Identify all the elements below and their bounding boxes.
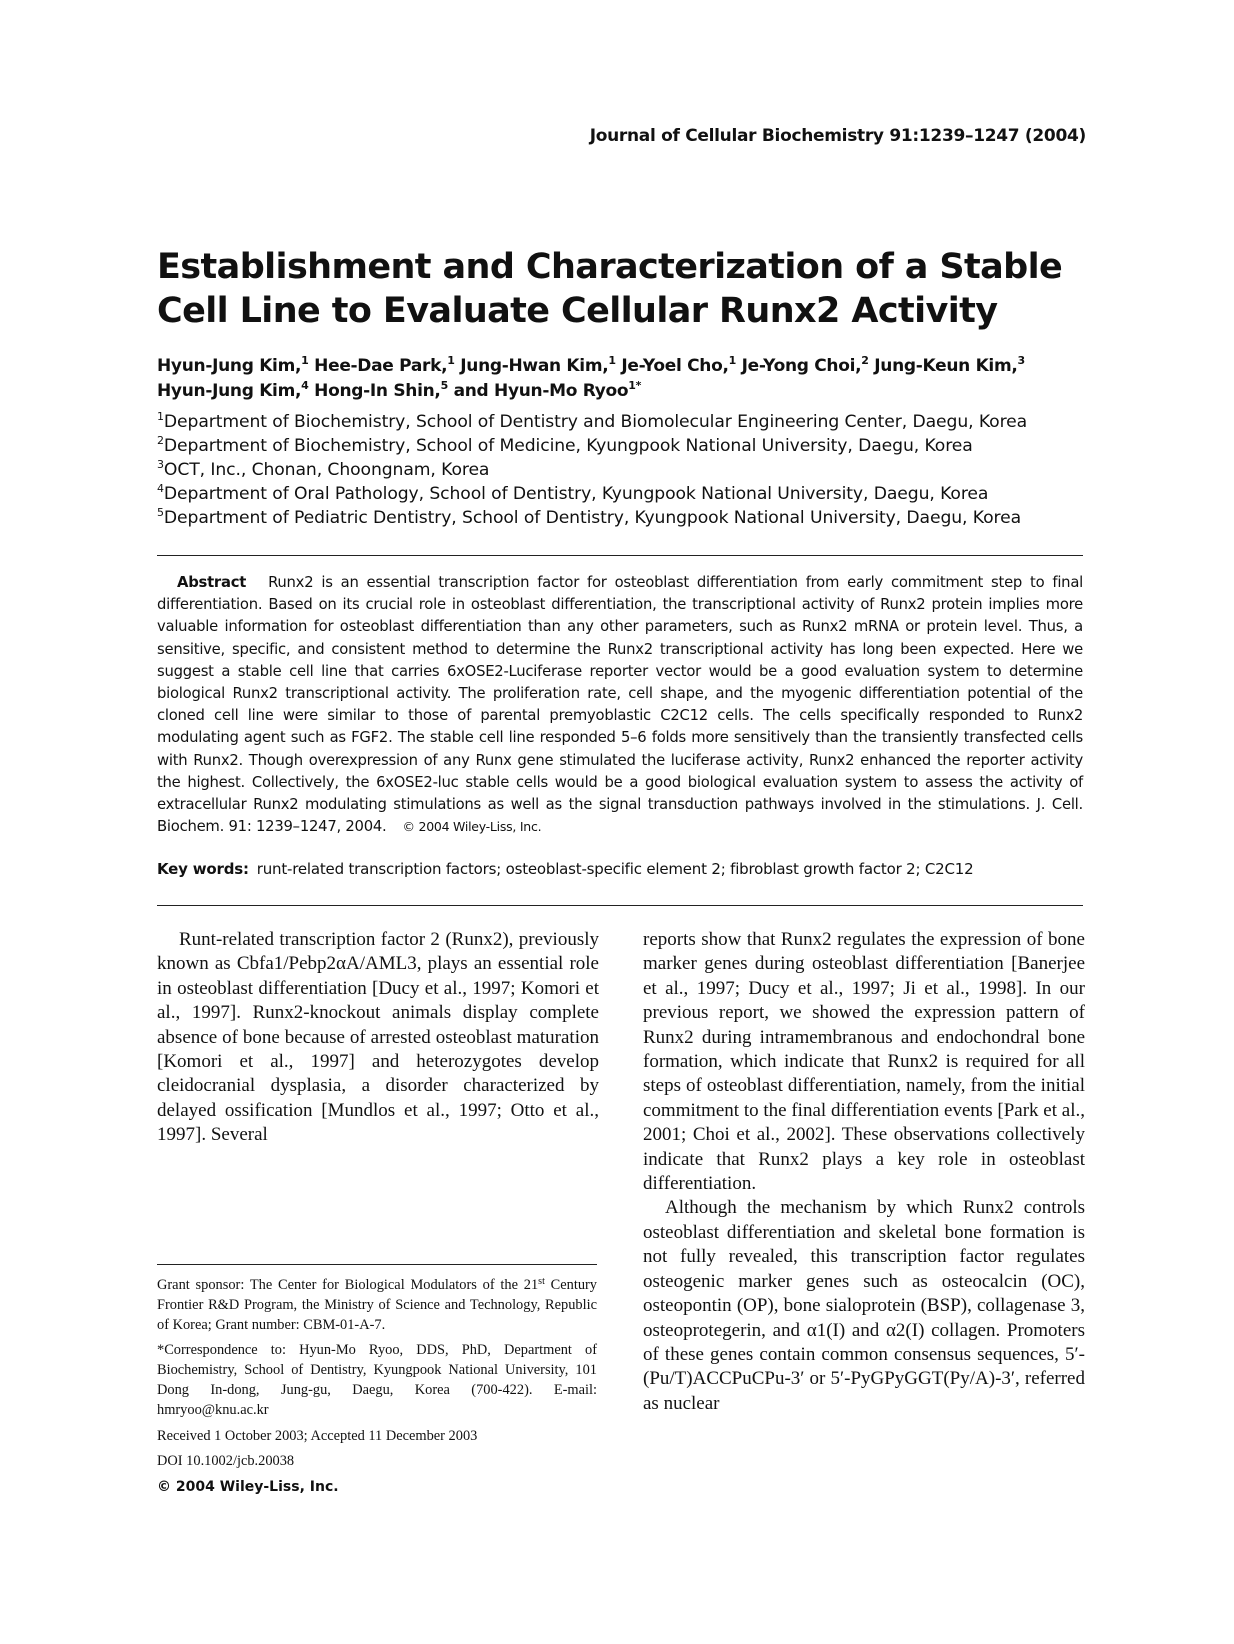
body-paragraph: Runt-related transcription factor 2 (Runx2), previously known as Cbfa1/Pebp2αA/AML3, plays an essential role in osteoblast differentiation [Ducy et al., 1997; Komori et al., 1997]. Runx2-knockout animals display complete absence of bone because of arrested osteoblast maturation [Komori et al., 1997] and heterozygotes develop cleidocranial dysplasia, a disorder characterized by delayed ossification [Mundlos et al., 1997; Otto et al., 1997]. Several [157,929,599,1146]
correspondence-footnote: *Correspondence to: Hyun-Mo Ryoo, DDS, PhD, Department of Biochemistry, School of Dentistry, Kyungpook National University, 101 Dong In-dong, Jung-gu, Daegu, Korea (700-422). E-mail: hmryoo@knu.ac.kr [157,1342,597,1418]
body-column-left [157,928,599,1148]
author: and Hyun-Mo Ryoo$^{1*}$ [453,379,642,401]
affiliation: $^1$Department of Biochemistry, School of Dentistry and Biomolecular Engineering Center, Daegu, Korea [157,410,1028,432]
footnote-divider [157,1264,597,1265]
abstract-label: Abstract [177,574,247,591]
article-title: Establishment and Characterization of a Stable Cell Line to Evaluate Cellular Runx2 Activity [157,247,1063,331]
abstract [157,572,1083,838]
author: Hong-In Shin,$^5$ [314,379,448,401]
copyright-notice: © 2004 Wiley-Liss, Inc. [157,1479,339,1496]
author: Jung-Keun Kim,$^3$ [874,354,1025,376]
author: Je-Yoel Cho,$^1$ [621,354,736,376]
keywords-label: Key words: [157,860,249,878]
body-column-right [643,928,1085,1416]
doi: DOI 10.1002/jcb.20038 [157,1453,295,1470]
author-list [157,354,1117,404]
author: Hyun-Jung Kim,$^4$ [157,379,309,401]
affiliation: $^2$Department of Biochemistry, School of Medicine, Kyungpook National University, Daegu, Korea [157,434,973,456]
author: Jung-Hwan Kim,$^1$ [460,354,616,376]
footnotes [157,1276,597,1504]
author: Je-Yong Choi,$^2$ [741,354,869,376]
affiliation: $^5$Department of Pediatric Dentistry, School of Dentistry, Kyungpook National University, Daegu, Korea [157,506,1022,528]
affiliation-list [157,410,1117,530]
divider [157,905,1083,906]
keywords [157,860,1083,878]
divider [157,555,1083,556]
grant-footnote: Grant sponsor: The Center for Biological Modulators of the 21st Century Frontier R&D Program, the Ministry of Science and Technology, Republic of Korea; Grant number: CBM-01-A-7. [157,1276,597,1333]
body-paragraph: Although the mechanism by which Runx2 controls osteoblast differentiation and skeletal bone formation is not fully revealed, this transcription factor regulates osteogenic marker genes such as osteocalcin (OC), osteopontin (OP), bone sialoprotein (BSP), collagenase 3, osteoprotegerin, and α1(I) and α2(I) collagen. Promoters of these genes contain common consensus sequences, 5′-(Pu/T)ACCPuCPu-3′ or 5′-PyGPyGGT(Py/A)-3′, referred as nuclear [643,1197,1085,1414]
abstract-text: Runx2 is an essential transcription factor for osteoblast differentiation from early commitment step to final differentiation. Based on its crucial role in osteoblast differentiation, the transcriptional activity of Runx2 protein implies more valuable information for osteoblast differentiation than any other parameters, such as Runx2 mRNA or protein level. Thus, a sensitive, specific, and consistent method to determine the Runx2 transcriptional activity has long been expected. Here we suggest a stable cell line that carries 6xOSE2-Luciferase reporter vector would be a good evaluation system to determine biological Runx2 transcriptional activity. The proliferation rate, cell shape, and the myogenic differentiation potential of the cloned cell line were similar to those of parental premyoblastic C2C12 cells. The cells specifically responded to Runx2 modulating agent such as FGF2. The stable cell line responded 5–6 folds more sensitively than the transiently transfected cells with Runx2. Though overexpression of any Runx gene stimulated the luciferase activity, Runx2 enhanced the reporter activity the highest. Collectively, the 6xOSE2-luc stable cells would be a good biological evaluation system to assess the activity of extracellular Runx2 modulating stimulations as well as the signal transduction pathways involved in the stimulations. J. Cell. Biochem. 91: 1239–1247, 2004. [157,574,1083,836]
keywords-text: runt-related transcription factors; osteoblast-specific element 2; fibroblast growth factor 2; C2C12 [256,860,974,878]
affiliation: $^4$Department of Oral Pathology, School of Dentistry, Kyungpook National University, Daegu, Korea [157,482,989,504]
author: Hee-Dae Park,$^1$ [314,354,455,376]
received-date: Received 1 October 2003; Accepted 11 December 2003 [157,1427,478,1444]
body-paragraph: reports show that Runx2 regulates the expression of bone marker genes during osteoblast differentiation [Banerjee et al., 1997; Ducy et al., 1997; Ji et al., 1998]. In our previous report, we showed the expression pattern of Runx2 during intramembranous and endochondral bone formation, which indicate that Runx2 is required for all steps of osteoblast differentiation, namely, from the initial commitment to the final differentiation events [Park et al., 2001; Choi et al., 2002]. These observations collectively indicate that Runx2 plays a key role in osteoblast differentiation. [643,929,1085,1195]
author: Hyun-Jung Kim,$^1$ [157,354,309,376]
abstract-copyright: © 2004 Wiley-Liss, Inc. [402,819,542,835]
affiliation: $^3$OCT, Inc., Chonan, Choongnam, Korea [157,458,490,480]
journal-citation: Journal of Cellular Biochemistry 91:1239–1247 (2004) [589,126,1086,146]
